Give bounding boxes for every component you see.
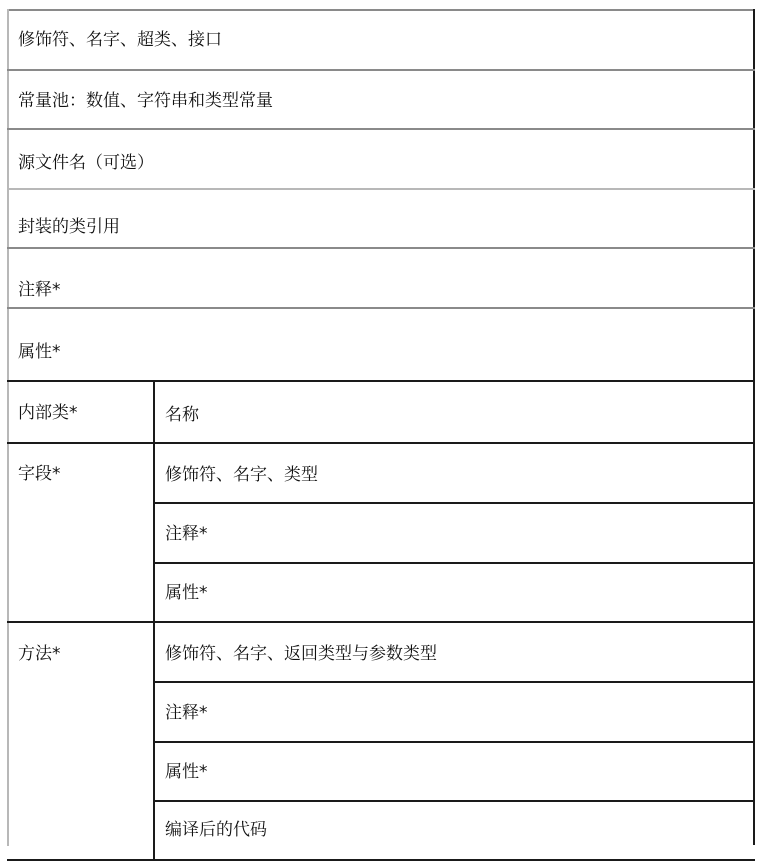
row-divider xyxy=(7,621,755,623)
row-divider xyxy=(153,741,755,743)
row-divider xyxy=(153,562,755,564)
cell-source-file-name: 源文件名（可选） xyxy=(18,153,154,173)
row-divider xyxy=(7,247,755,249)
cell-inner-class-name: 名称 xyxy=(165,405,199,425)
group-label-methods: 方法* xyxy=(18,644,61,664)
row-divider xyxy=(7,307,755,309)
row-divider xyxy=(153,502,755,504)
group-label-inner-classes: 内部类* xyxy=(18,403,78,423)
cell-method-annotations: 注释* xyxy=(165,703,208,723)
row-divider xyxy=(7,442,755,444)
table-right-border xyxy=(753,9,755,845)
table-top-border xyxy=(7,9,755,11)
row-divider xyxy=(7,128,755,130)
cell-enclosing-class-reference: 封装的类引用 xyxy=(18,217,120,237)
row-divider xyxy=(7,380,755,382)
cell-field-modifiers-name-type: 修饰符、名字、类型 xyxy=(165,465,318,485)
row-divider xyxy=(153,681,755,683)
cell-method-compiled-code: 编译后的代码 xyxy=(165,820,267,840)
cell-modifiers-name-superclass-interfaces: 修饰符、名字、超类、接口 xyxy=(18,30,222,50)
cell-field-annotations: 注释* xyxy=(165,524,208,544)
row-divider xyxy=(7,69,755,71)
cell-constant-pool: 常量池：数值、字符串和类型常量 xyxy=(18,91,273,111)
table-left-border xyxy=(7,9,9,846)
cell-annotations: 注释* xyxy=(18,280,61,300)
cell-method-modifiers-name-return-param-types: 修饰符、名字、返回类型与参数类型 xyxy=(165,644,437,664)
row-divider xyxy=(153,800,755,802)
cell-method-attributes: 属性* xyxy=(165,762,208,782)
group-label-fields: 字段* xyxy=(18,464,61,484)
cell-attributes: 属性* xyxy=(18,342,61,362)
cell-field-attributes: 属性* xyxy=(165,583,208,603)
row-divider xyxy=(7,188,755,190)
table-bottom-border xyxy=(7,859,755,861)
